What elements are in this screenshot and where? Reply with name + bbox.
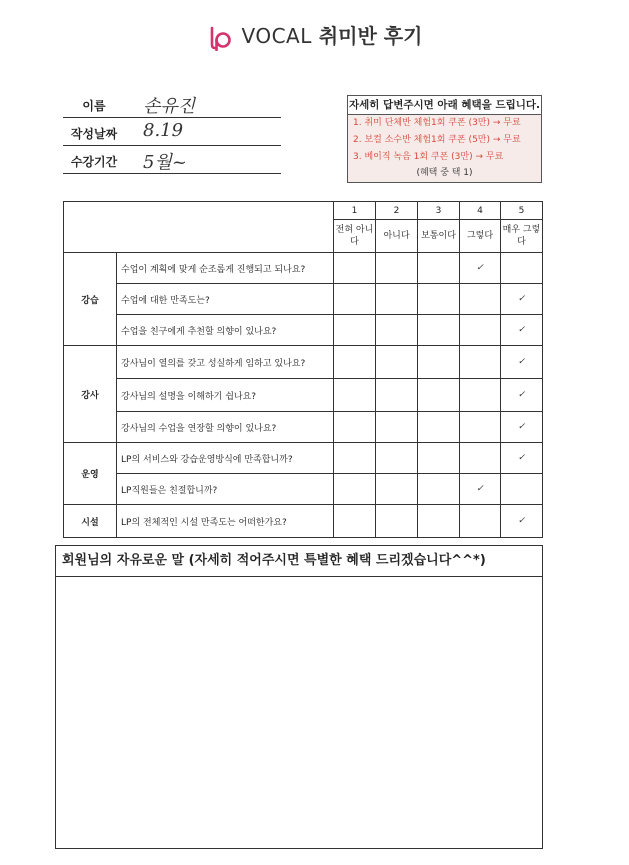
survey-row: [64, 315, 543, 346]
header-blank-cell: [64, 202, 334, 253]
rating-cell-2[interactable]: [376, 474, 418, 505]
rating-cell-5[interactable]: [501, 379, 543, 412]
rating-cell-1[interactable]: [334, 346, 376, 379]
rating-cell-5[interactable]: [501, 412, 543, 443]
rating-cell-5[interactable]: [501, 253, 543, 284]
rating-cell-5[interactable]: [501, 443, 543, 474]
rating-cell-4[interactable]: [460, 315, 501, 346]
rating-cell-2[interactable]: [376, 443, 418, 474]
checkmark-icon: ✓: [517, 421, 526, 432]
checkmark-icon: ✓: [517, 293, 526, 304]
rating-cell-4[interactable]: [460, 474, 501, 505]
rating-cell-2[interactable]: [376, 253, 418, 284]
survey-row: [64, 412, 543, 443]
scale-label: 아니다: [376, 220, 418, 253]
benefit-item: 1. 취미 단체반 체험1회 쿠폰 (3만) → 무료: [353, 118, 521, 128]
rating-cell-1[interactable]: [334, 253, 376, 284]
rating-cell-4[interactable]: [460, 443, 501, 474]
survey-row: [64, 253, 543, 284]
rating-cell-1[interactable]: [334, 474, 376, 505]
rating-cell-2[interactable]: [376, 505, 418, 538]
survey-row: [64, 443, 543, 474]
comment-area[interactable]: [56, 577, 542, 847]
rating-cell-5[interactable]: [501, 284, 543, 315]
period-value[interactable]: 5월~: [143, 152, 187, 173]
rating-cell-1[interactable]: [334, 315, 376, 346]
rating-cell-2[interactable]: [376, 315, 418, 346]
question-text: 강사님의 수업을 연장할 의향이 있나요?: [117, 412, 334, 443]
rating-cell-4[interactable]: [460, 284, 501, 315]
rating-cell-2[interactable]: [376, 379, 418, 412]
rating-cell-3[interactable]: [418, 284, 460, 315]
checkmark-icon: ✓: [517, 452, 526, 463]
survey-table: [63, 201, 543, 538]
rating-cell-2[interactable]: [376, 412, 418, 443]
rating-cell-4[interactable]: [460, 505, 501, 538]
survey-row: [64, 505, 543, 538]
checkmark-icon: ✓: [517, 356, 526, 367]
name-label: 이름: [82, 99, 106, 113]
question-text: LP의 서비스와 강습운영방식에 만족합니까?: [117, 443, 334, 474]
comment-title: 회원님의 자유로운 말 (자세히 적어주시면 특별한 혜택 드리겠습니다^^*): [56, 546, 542, 577]
rating-cell-1[interactable]: [334, 412, 376, 443]
date-value[interactable]: 8.19: [143, 120, 184, 141]
rating-cell-1[interactable]: [334, 505, 376, 538]
rating-cell-1[interactable]: [334, 443, 376, 474]
benefit-item: 2. 보컬 소수반 체험1회 쿠폰 (5만) → 무료: [353, 135, 521, 145]
form-header: [0, 20, 629, 51]
free-comment-box: [55, 545, 543, 849]
checkmark-icon: ✓: [476, 483, 484, 494]
scale-number: 3: [418, 202, 460, 220]
scale-label: 전혀 아니다: [334, 220, 376, 253]
question-text: 강사님의 설명을 이해하기 쉽나요?: [117, 379, 334, 412]
rating-cell-3[interactable]: [418, 474, 460, 505]
rating-cell-3[interactable]: [418, 412, 460, 443]
benefit-title: 자세히 답변주시면 아래 혜택을 드립니다.: [348, 96, 541, 115]
checkmark-icon: ✓: [517, 389, 526, 400]
checkmark-icon: ✓: [517, 324, 526, 335]
rating-cell-4[interactable]: [460, 253, 501, 284]
checkmark-icon: ✓: [476, 262, 484, 273]
period-label: 수강기간: [70, 155, 118, 169]
rating-cell-5[interactable]: [501, 474, 543, 505]
survey-row: [64, 284, 543, 315]
rating-cell-4[interactable]: [460, 346, 501, 379]
rating-cell-5[interactable]: [501, 505, 543, 538]
member-info: [63, 90, 281, 174]
rating-cell-1[interactable]: [334, 284, 376, 315]
survey-row: [64, 474, 543, 505]
scale-label: 보통이다: [418, 220, 460, 253]
survey-row: [64, 346, 543, 379]
rating-cell-5[interactable]: [501, 315, 543, 346]
rating-cell-2[interactable]: [376, 346, 418, 379]
scale-number: 2: [376, 202, 418, 220]
lp-logo-icon: [207, 25, 233, 51]
question-text: 수업이 계획에 맞게 순조롭게 진행되고 되나요?: [117, 253, 334, 284]
scale-number: 1: [334, 202, 376, 220]
category-cell: 강습: [64, 253, 117, 346]
question-text: LP직원들은 친절합니까?: [117, 474, 334, 505]
category-cell: 운영: [64, 443, 117, 505]
scale-number: 5: [501, 202, 543, 220]
rating-cell-3[interactable]: [418, 379, 460, 412]
rating-cell-2[interactable]: [376, 284, 418, 315]
rating-cell-1[interactable]: [334, 379, 376, 412]
scale-number: 4: [460, 202, 501, 220]
rating-cell-3[interactable]: [418, 346, 460, 379]
category-cell: 강사: [64, 346, 117, 443]
rating-cell-5[interactable]: [501, 346, 543, 379]
info-row-name: [63, 90, 281, 118]
rating-cell-3[interactable]: [418, 315, 460, 346]
date-label: 작성날짜: [70, 127, 118, 141]
info-row-date: [63, 118, 281, 146]
name-value[interactable]: 손유진: [143, 96, 196, 117]
rating-cell-4[interactable]: [460, 412, 501, 443]
scale-label: 매우 그렇다: [501, 220, 543, 253]
form-title: 취미반 후기: [318, 24, 423, 48]
benefit-item: 3. 베이직 녹음 1회 쿠폰 (3만) → 무료: [353, 152, 504, 162]
rating-cell-3[interactable]: [418, 505, 460, 538]
brand-name: VOCAL: [241, 24, 312, 48]
rating-cell-3[interactable]: [418, 253, 460, 284]
scale-label: 그렇다: [460, 220, 501, 253]
benefit-box: [347, 95, 542, 183]
question-text: 수업에 대한 만족도는?: [117, 284, 334, 315]
rating-cell-3[interactable]: [418, 443, 460, 474]
question-text: 강사님이 열의를 갖고 성실하게 임하고 있나요?: [117, 346, 334, 379]
rating-cell-4[interactable]: [460, 379, 501, 412]
question-text: LP의 전체적인 시설 만족도는 어떠한가요?: [117, 505, 334, 538]
question-text: 수업을 친구에게 추천할 의향이 있나요?: [117, 315, 334, 346]
category-cell: 시설: [64, 505, 117, 538]
info-row-period: [63, 146, 281, 174]
checkmark-icon: ✓: [517, 515, 526, 526]
survey-row: [64, 379, 543, 412]
benefit-note: (혜택 중 택 1): [416, 168, 473, 178]
